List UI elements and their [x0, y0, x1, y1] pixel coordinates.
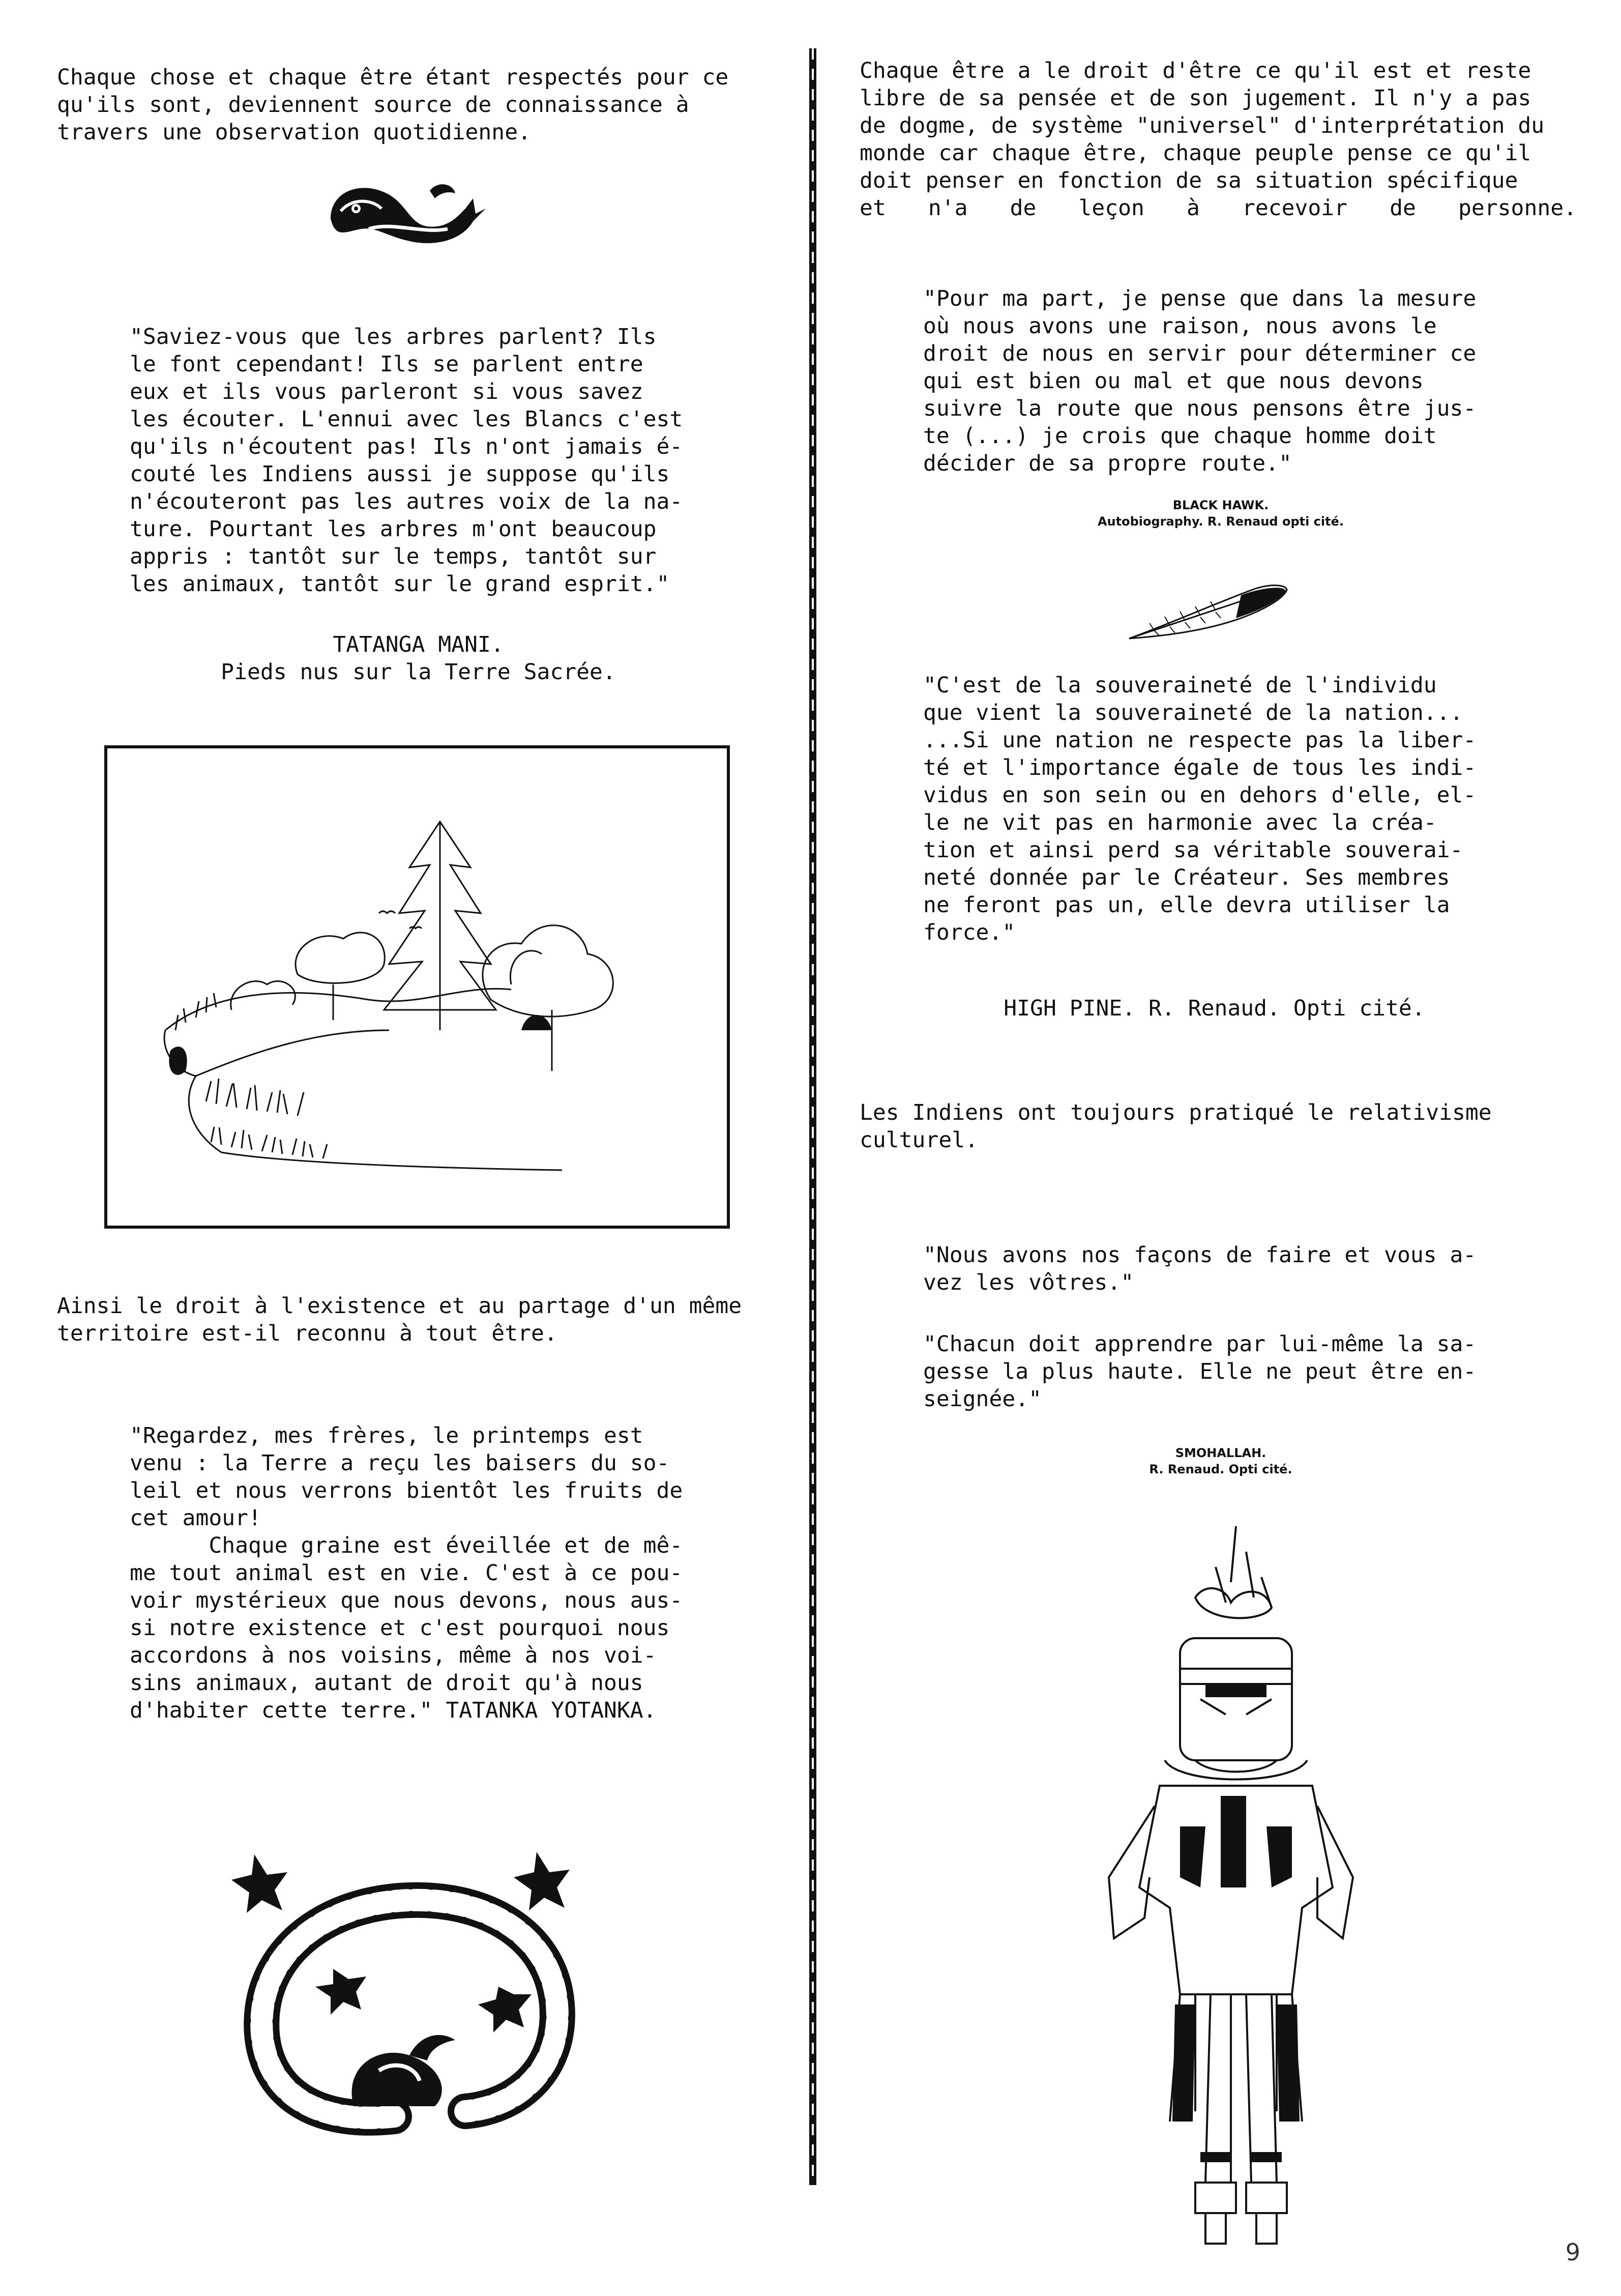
- text-line: Chaque chose et chaque être étant respectés pour ce: [57, 65, 729, 90]
- text-line: libre de sa pensée et de son jugement. Il n'y a pas: [860, 85, 1531, 111]
- attribution-smohallah: [1094, 1445, 1348, 1477]
- text-line: décider de sa propre route.": [923, 451, 1292, 476]
- text-line: suivre la route que nous pensons être jus-: [923, 396, 1477, 421]
- left-intro-paragraph: [57, 64, 779, 146]
- author-name: BLACK HAWK.: [1172, 498, 1269, 512]
- column-divider-rule: [808, 48, 818, 2185]
- text-line: doit penser en fonction de sa situation spécifique: [860, 168, 1518, 193]
- text-line: d'habiter cette terre." TATANKA YOTANKA.: [130, 1698, 657, 1723]
- serpent-ornament-icon: [226, 1842, 603, 2147]
- text-line: qu'ils n'écoutent pas! Ils n'ont jamais é-: [130, 434, 683, 459]
- text-line: les écouter. L'ennui avec les Blancs c'est: [130, 406, 683, 432]
- attribution-tatanga-mani: [130, 631, 707, 686]
- text-line: accordons à nos voisins, même à nos voi-: [130, 1643, 657, 1668]
- text-line: le ne vit pas en harmonie avec la créa-: [923, 810, 1437, 835]
- text-line: "Nous avons nos façons de faire et vous a-: [923, 1242, 1477, 1268]
- quote-smohallah-second: [923, 1330, 1506, 1413]
- text-line: voir mystérieux que nous devons, nous aus-: [130, 1588, 683, 1613]
- text-line: monde car chaque être, chaque peuple pense ce qu'il: [860, 140, 1531, 166]
- text-line: neté donnée par le Créateur. Ses membres: [923, 865, 1450, 890]
- bird-fish-ornament-icon: [320, 170, 488, 257]
- text-line: appris : tantôt sur le temps, tantôt sur: [130, 544, 657, 569]
- text-line: venu : la Terre a reçu les baisers du so-: [130, 1450, 670, 1476]
- relativisme-paragraph: [860, 1099, 1582, 1154]
- text-line: seignée.": [923, 1386, 1042, 1412]
- author-name: TATANGA MANI.: [333, 632, 504, 657]
- text-line: qui est bien ou mal et que nous devons: [923, 368, 1424, 394]
- source-title: R. Renaud. Opti cité.: [1149, 1462, 1292, 1476]
- text-line: qu'ils sont, deviennent source de connaissance à: [57, 92, 689, 118]
- text-line: cet amour!: [130, 1505, 261, 1531]
- text-line: sins animaux, autant de droit qu'à nous: [130, 1670, 643, 1696]
- text-line: Chaque être a le droit d'être ce qu'il est et reste: [860, 58, 1531, 83]
- text-line: couté les Indiens aussi je suppose qu'ils: [130, 461, 670, 487]
- attribution-black-hawk: [1043, 497, 1399, 530]
- text-line: et n'a de leçon à recevoir de personne.: [860, 195, 1577, 221]
- quote-tatanka-yotanka: [130, 1422, 710, 1724]
- droit-paragraph: [57, 1292, 789, 1347]
- quote-smohallah-first: [923, 1241, 1506, 1296]
- text-line: ture. Pourtant les arbres m'ont beaucoup: [130, 516, 657, 542]
- text-line: Ainsi le droit à l'existence et au partage d'un même: [57, 1293, 742, 1319]
- text-line: te (...) je crois que chaque homme doit: [923, 423, 1437, 449]
- text-line: force.": [923, 920, 1016, 945]
- text-line: ne feront pas un, elle devra utiliser la: [923, 892, 1450, 918]
- text-line: n'écouteront pas les autres voix de la na-: [130, 489, 683, 514]
- text-line: tion et ainsi perd sa véritable souverai-: [923, 837, 1463, 863]
- text-line: "Chacun doit apprendre par lui-même la sa-: [923, 1331, 1477, 1357]
- text-line: "Regardez, mes frères, le printemps est: [130, 1423, 643, 1448]
- quote-high-pine: [923, 672, 1506, 946]
- kachina-figure-illustration: [1078, 1521, 1368, 2254]
- text-line: les animaux, tantôt sur le grand esprit.": [130, 571, 670, 597]
- page-number: 9: [1565, 2239, 1580, 2266]
- text-line: "C'est de la souveraineté de l'individu: [923, 673, 1437, 698]
- text-line: té et l'importance égale de tous les indi-: [923, 755, 1477, 780]
- forest-landscape-illustration: [104, 745, 730, 1229]
- text-line: de dogme, de système "universel" d'interprétation du: [860, 113, 1545, 138]
- source-title: Pieds nus sur la Terre Sacrée.: [221, 659, 616, 685]
- text-line: territoire est-il reconnu à tout être.: [57, 1321, 557, 1346]
- text-line: si notre existence et c'est pourquoi nous: [130, 1615, 670, 1641]
- text-line: gesse la plus haute. Elle ne peut être en-: [923, 1359, 1477, 1384]
- text-line: le font cependant! Ils se parlent entre: [130, 352, 643, 377]
- right-intro-paragraph: [860, 57, 1577, 222]
- feather-ornament-icon: [1124, 580, 1292, 646]
- text-line: ...Si une nation ne respecte pas la liber-: [923, 728, 1477, 753]
- text-line: leil et nous verrons bientôt les fruits de: [130, 1478, 683, 1503]
- text-line: vez les vôtres.": [923, 1270, 1134, 1295]
- text-line: eux et ils vous parleront si vous savez: [130, 379, 643, 404]
- source-title: Autobiography. R. Renaud opti cité.: [1097, 514, 1344, 529]
- quote-black-hawk: [923, 285, 1506, 477]
- text-line: "Saviez-vous que les arbres parlent? Ils: [130, 324, 657, 350]
- text-line: où nous avons une raison, nous avons le: [923, 313, 1437, 339]
- text-line: "Pour ma part, je pense que dans la mesure: [923, 286, 1477, 311]
- text-line: droit de nous en servir pour déterminer ce: [923, 341, 1477, 366]
- author-name: SMOHALLAH.: [1175, 1446, 1266, 1460]
- quote-tatanga-mani: [130, 323, 707, 598]
- text-line: culturel.: [860, 1127, 978, 1153]
- text-line: travers une observation quotidienne.: [57, 120, 531, 145]
- text-line: que vient la souveraineté de la nation...: [923, 700, 1463, 725]
- text-line: me tout animal est en vie. C'est à ce pou-: [130, 1560, 683, 1586]
- text-line: vidus en son sein ou en dehors d'elle, el-: [923, 782, 1477, 808]
- attribution-high-pine: HIGH PINE. R. Renaud. Opti cité.: [1004, 996, 1425, 1021]
- text-line: Les Indiens ont toujours pratiqué le relativisme: [860, 1100, 1492, 1125]
- text-line: Chaque graine est éveillée et de mê-: [130, 1533, 683, 1558]
